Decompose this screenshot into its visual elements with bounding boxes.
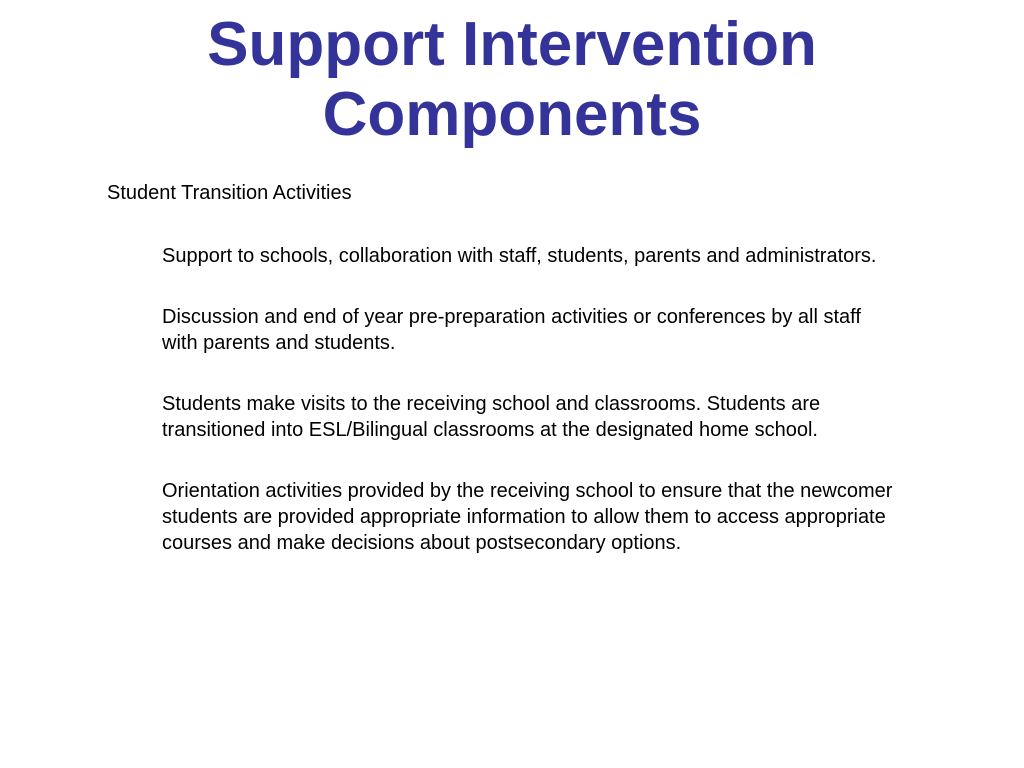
slide-title-line-1: Support Intervention bbox=[207, 10, 817, 79]
slide-title bbox=[0, 10, 1024, 150]
section-heading: Student Transition Activities bbox=[107, 182, 352, 204]
activity-list bbox=[162, 243, 897, 591]
activity-item-support-to-schools: Support to schools, collaboration with staff, students, parents and administrators. bbox=[162, 245, 877, 267]
activity-item-school-visits: Students make visits to the receiving school and classrooms. Students are transitioned into ESL/Bilingual classrooms at the designated home school. bbox=[162, 393, 821, 441]
activity-item-orientation: Orientation activities provided by the receiving school to ensure that the newcomer students are provided appropriate information to allow them to access appropriate courses and make decisions about postsecondary options. bbox=[162, 480, 893, 554]
slide-title-line-2: Components bbox=[322, 80, 702, 149]
activity-item-discussion: Discussion and end of year pre-preparation activities or conferences by all staff with parents and students. bbox=[162, 306, 861, 354]
